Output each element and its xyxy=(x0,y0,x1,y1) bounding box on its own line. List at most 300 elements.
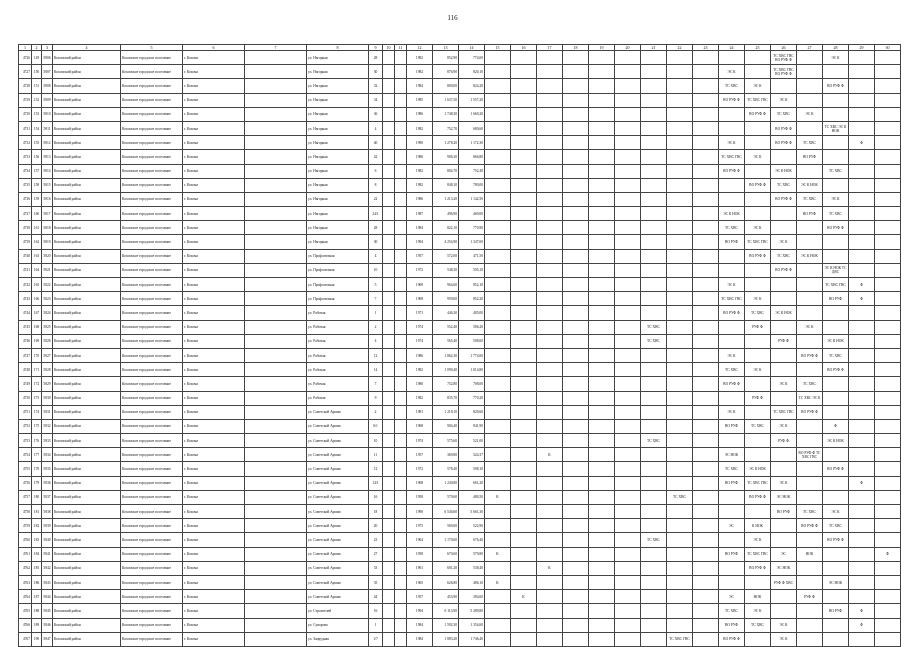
cell-s: 188 xyxy=(32,604,42,618)
utility-cell xyxy=(667,334,693,348)
utility-cell xyxy=(641,221,667,235)
utility-cell xyxy=(849,263,875,277)
utility-cell xyxy=(693,292,719,306)
utility-cell: ВО РУФ Ф xyxy=(719,164,745,178)
empty-cell xyxy=(383,320,395,334)
cell-h: 40 xyxy=(369,136,383,150)
empty-cell xyxy=(395,377,407,391)
cell-s: 190 xyxy=(32,632,42,646)
utility-cell: ТС ХВС ГВС xyxy=(719,150,745,164)
utility-cell xyxy=(771,590,797,604)
cell-b: 1 142,50 xyxy=(459,192,485,206)
utility-cell xyxy=(615,65,641,79)
utility-cell xyxy=(693,249,719,263)
utility-cell xyxy=(537,150,563,164)
utility-cell xyxy=(875,405,901,419)
utility-cell xyxy=(537,79,563,93)
cell-c: г. Кохома xyxy=(183,405,245,419)
table-row xyxy=(19,505,901,519)
utility-cell xyxy=(563,207,589,221)
utility-cell xyxy=(511,405,537,419)
utility-cell xyxy=(511,448,537,462)
cell-h: 4 xyxy=(369,121,383,135)
cell-a: 959,00 xyxy=(433,292,459,306)
utility-cell: ВО РУФ Ф xyxy=(719,93,745,107)
utility-cell xyxy=(641,192,667,206)
utility-cell: Ф xyxy=(849,292,875,306)
utility-cell: ЭС К НОК xyxy=(771,164,797,178)
cell-d: Кохомский район xyxy=(53,490,121,504)
cell-d: Кохомский район xyxy=(53,405,121,419)
empty-cell xyxy=(383,178,395,192)
cell-d: Кохомский район xyxy=(53,377,121,391)
empty-cell xyxy=(245,618,307,632)
utility-cell: РУФ Ф xyxy=(745,391,771,405)
cell-c: г. Кохома xyxy=(183,306,245,320)
utility-cell: ЭС К xyxy=(771,476,797,490)
utility-cell xyxy=(641,419,667,433)
cell-d: Кохомский район xyxy=(53,363,121,377)
utility-cell xyxy=(797,334,823,348)
cell-n: 4763 xyxy=(19,575,32,589)
cell-c: г. Кохома xyxy=(183,547,245,561)
cell-id: 5810 xyxy=(42,107,53,121)
utility-cell xyxy=(693,462,719,476)
utility-cell xyxy=(485,391,511,405)
utility-cell: ВО РУФ xyxy=(771,505,797,519)
utility-cell: НОК xyxy=(745,590,771,604)
utility-cell xyxy=(823,150,849,164)
empty-cell xyxy=(245,448,307,462)
header-cell: 22 xyxy=(667,45,693,51)
cell-y: 1968 xyxy=(407,476,433,490)
utility-cell xyxy=(849,448,875,462)
utility-cell xyxy=(589,618,615,632)
utility-cell: ТС ХВС xyxy=(823,348,849,362)
utility-cell xyxy=(615,448,641,462)
utility-cell xyxy=(797,79,823,93)
utility-cell xyxy=(797,604,823,618)
cell-a: 752,80 xyxy=(433,377,459,391)
utility-cell xyxy=(589,249,615,263)
utility-cell xyxy=(511,377,537,391)
cell-n: 4737 xyxy=(19,207,32,221)
cell-id: 5817 xyxy=(42,207,53,221)
cell-a: 876,90 xyxy=(433,65,459,79)
empty-cell xyxy=(383,65,395,79)
utility-cell xyxy=(849,519,875,533)
utility-cell xyxy=(823,547,849,561)
empty-cell xyxy=(383,505,395,519)
utility-cell xyxy=(875,306,901,320)
empty-cell xyxy=(245,136,307,150)
utility-cell xyxy=(641,462,667,476)
utility-cell xyxy=(563,618,589,632)
utility-cell xyxy=(563,632,589,646)
utility-cell xyxy=(875,121,901,135)
header-cell: 20 xyxy=(615,45,641,51)
utility-cell xyxy=(797,533,823,547)
utility-cell xyxy=(485,505,511,519)
utility-cell: ЭС К xyxy=(719,278,745,292)
utility-cell xyxy=(875,249,901,263)
utility-cell xyxy=(849,575,875,589)
utility-cell xyxy=(589,121,615,135)
utility-cell xyxy=(563,377,589,391)
utility-cell xyxy=(511,150,537,164)
utility-cell: ЭС К xyxy=(719,136,745,150)
cell-n: 4735 xyxy=(19,178,32,192)
table-row xyxy=(19,320,901,334)
cell-s: 155 xyxy=(32,136,42,150)
utility-cell xyxy=(563,476,589,490)
utility-cell xyxy=(641,51,667,65)
utility-cell xyxy=(693,363,719,377)
cell-a: 575,60 xyxy=(433,434,459,448)
cell-y: 1982 xyxy=(407,121,433,135)
utility-cell xyxy=(511,348,537,362)
empty-cell xyxy=(383,136,395,150)
cell-h: 18 xyxy=(369,505,383,519)
cell-id: 5807 xyxy=(42,65,53,79)
utility-cell: ВО РУФ Ф xyxy=(719,306,745,320)
utility-cell xyxy=(589,575,615,589)
utility-cell xyxy=(875,462,901,476)
cell-st: ул. Нагорная xyxy=(307,221,369,235)
utility-cell: ТС ХВС xyxy=(719,363,745,377)
cell-d: Кохомский район xyxy=(53,292,121,306)
utility-cell: ЭС К xyxy=(823,505,849,519)
cell-a: 752,70 xyxy=(433,121,459,135)
utility-cell xyxy=(563,79,589,93)
cell-b: 471,50 xyxy=(459,249,485,263)
utility-cell xyxy=(823,93,849,107)
empty-cell xyxy=(395,51,407,65)
header-cell: 5 xyxy=(121,45,183,51)
cell-st: ул. Нагорная xyxy=(307,65,369,79)
utility-cell xyxy=(563,363,589,377)
cell-a: 906,30 xyxy=(433,150,459,164)
cell-y: 1982 xyxy=(407,164,433,178)
utility-cell xyxy=(693,235,719,249)
utility-cell xyxy=(537,632,563,646)
cell-st: ул. Суворова xyxy=(307,618,369,632)
cell-s: 156 xyxy=(32,150,42,164)
cell-id: 5836 xyxy=(42,476,53,490)
cell-h: 10 xyxy=(369,263,383,277)
utility-cell xyxy=(511,235,537,249)
utility-cell xyxy=(771,448,797,462)
empty-cell xyxy=(245,320,307,334)
empty-cell xyxy=(383,263,395,277)
cell-b: 1 746,40 xyxy=(459,632,485,646)
cell-n: 4762 xyxy=(19,561,32,575)
utility-cell xyxy=(485,405,511,419)
cell-m: Кохомское городское поселение xyxy=(121,505,183,519)
utility-cell: ВО РУФ Ф xyxy=(771,192,797,206)
table-row xyxy=(19,363,901,377)
cell-h: 34 xyxy=(369,93,383,107)
empty-cell xyxy=(395,150,407,164)
cell-b: 5 289,80 xyxy=(459,604,485,618)
header-cell: 14 xyxy=(459,45,485,51)
utility-cell xyxy=(615,192,641,206)
cell-y: 1957 xyxy=(407,448,433,462)
utility-cell xyxy=(615,377,641,391)
utility-cell xyxy=(511,363,537,377)
cell-m: Кохомское городское поселение xyxy=(121,121,183,135)
cell-n: 4733 xyxy=(19,150,32,164)
cell-n: 4741 xyxy=(19,263,32,277)
utility-cell xyxy=(615,604,641,618)
utility-cell xyxy=(667,505,693,519)
utility-cell: ЭС К НОК xyxy=(797,249,823,263)
cell-id: 5846 xyxy=(42,618,53,632)
cell-h: 6/1 xyxy=(369,419,383,433)
cell-m: Кохомское городское поселение xyxy=(121,136,183,150)
empty-cell xyxy=(383,192,395,206)
utility-cell xyxy=(615,632,641,646)
utility-cell xyxy=(797,221,823,235)
cell-s: 180 xyxy=(32,490,42,504)
table-row xyxy=(19,164,901,178)
utility-cell xyxy=(485,121,511,135)
utility-cell: ТС ХВС xyxy=(771,249,797,263)
cell-s: 182 xyxy=(32,519,42,533)
empty-cell xyxy=(245,561,307,575)
utility-cell xyxy=(745,136,771,150)
cell-b: 770,90 xyxy=(459,221,485,235)
cell-c: г. Кохома xyxy=(183,263,245,277)
utility-cell xyxy=(589,604,615,618)
utility-cell xyxy=(693,377,719,391)
cell-b: 324,37 xyxy=(459,448,485,462)
empty-cell xyxy=(245,263,307,277)
utility-cell xyxy=(745,348,771,362)
cell-n: 4745 xyxy=(19,320,32,334)
cell-d: Кохомский район xyxy=(53,604,121,618)
empty-cell xyxy=(395,65,407,79)
utility-cell: ТС ХВС ЭС К НОК xyxy=(823,121,849,135)
utility-cell xyxy=(615,575,641,589)
cell-d: Кохомский район xyxy=(53,221,121,235)
utility-cell xyxy=(693,164,719,178)
cell-n: 4756 xyxy=(19,476,32,490)
utility-cell xyxy=(745,65,771,79)
cell-st: ул. Рабочая xyxy=(307,348,369,362)
utility-cell: ВО РУФ xyxy=(797,150,823,164)
utility-cell: ВО РУФ xyxy=(719,618,745,632)
cell-m: Кохомское городское поселение xyxy=(121,363,183,377)
cell-s: 166 xyxy=(32,292,42,306)
cell-h: 7 xyxy=(369,377,383,391)
utility-cell xyxy=(745,405,771,419)
cell-m: Кохомское городское поселение xyxy=(121,377,183,391)
cell-d: Кохомский район xyxy=(53,533,121,547)
utility-cell xyxy=(771,278,797,292)
utility-cell: ТС ХВС xyxy=(667,490,693,504)
utility-cell xyxy=(615,405,641,419)
utility-cell: Ф xyxy=(849,476,875,490)
cell-s: 170 xyxy=(32,348,42,362)
cell-id: 5813 xyxy=(42,150,53,164)
utility-cell xyxy=(797,462,823,476)
empty-cell xyxy=(383,363,395,377)
utility-cell xyxy=(823,65,849,79)
utility-cell xyxy=(693,121,719,135)
utility-cell xyxy=(641,79,667,93)
utility-cell xyxy=(511,107,537,121)
cell-h: 5 xyxy=(369,278,383,292)
utility-cell xyxy=(797,434,823,448)
utility-cell xyxy=(875,604,901,618)
cell-c: г. Кохома xyxy=(183,348,245,362)
utility-cell: ЭС К НОК xyxy=(771,306,797,320)
utility-cell xyxy=(563,590,589,604)
utility-cell xyxy=(563,448,589,462)
utility-cell xyxy=(875,377,901,391)
cell-c: г. Кохома xyxy=(183,93,245,107)
cell-y: 1982 xyxy=(407,178,433,192)
utility-cell xyxy=(875,292,901,306)
utility-cell xyxy=(667,363,693,377)
utility-cell xyxy=(667,462,693,476)
utility-cell xyxy=(849,377,875,391)
utility-cell xyxy=(771,207,797,221)
utility-cell xyxy=(667,263,693,277)
cell-c: г. Кохома xyxy=(183,533,245,547)
utility-cell xyxy=(615,107,641,121)
utility-cell xyxy=(537,121,563,135)
utility-cell: К xyxy=(537,448,563,462)
utility-cell xyxy=(641,476,667,490)
utility-cell: НОК xyxy=(797,547,823,561)
cell-id: 5839 xyxy=(42,519,53,533)
utility-cell xyxy=(615,79,641,93)
utility-cell: Ф xyxy=(849,604,875,618)
cell-c: г. Кохома xyxy=(183,235,245,249)
cell-d: Кохомский район xyxy=(53,590,121,604)
cell-st: ул. Нагорная xyxy=(307,235,369,249)
utility-cell xyxy=(511,192,537,206)
empty-cell xyxy=(245,221,307,235)
utility-cell xyxy=(849,306,875,320)
utility-cell xyxy=(797,306,823,320)
cell-h: 28 xyxy=(369,51,383,65)
utility-cell xyxy=(771,292,797,306)
cell-h: 16 xyxy=(369,490,383,504)
cell-y: 1974 xyxy=(407,320,433,334)
cell-st: ул. Рабочая xyxy=(307,377,369,391)
utility-cell: ЭС К xyxy=(745,533,771,547)
utility-cell: ТС ХВС xyxy=(797,505,823,519)
utility-cell xyxy=(667,405,693,419)
cell-id: 5815 xyxy=(42,178,53,192)
empty-cell xyxy=(245,377,307,391)
cell-d: Кохомский район xyxy=(53,561,121,575)
utility-cell xyxy=(667,377,693,391)
utility-cell: ТС ХВС xyxy=(771,178,797,192)
cell-m: Кохомское городское поселение xyxy=(121,391,183,405)
utility-cell: РУФ Ф xyxy=(771,434,797,448)
utility-cell xyxy=(615,561,641,575)
empty-cell xyxy=(245,334,307,348)
utility-cell xyxy=(563,490,589,504)
cell-c: г. Кохома xyxy=(183,561,245,575)
utility-cell: ЭС xyxy=(771,547,797,561)
cell-h: 2 xyxy=(369,320,383,334)
utility-cell xyxy=(563,235,589,249)
cell-c: г. Кохома xyxy=(183,292,245,306)
utility-cell xyxy=(823,306,849,320)
utility-cell xyxy=(693,505,719,519)
utility-cell xyxy=(537,164,563,178)
empty-cell xyxy=(383,221,395,235)
utility-cell xyxy=(589,632,615,646)
utility-cell xyxy=(537,192,563,206)
utility-cell: ВО РУФ Ф xyxy=(745,249,771,263)
cell-a: 569,00 xyxy=(433,519,459,533)
cell-st: ул. Советской Армии xyxy=(307,547,369,561)
cell-id: 5812 xyxy=(42,136,53,150)
utility-cell xyxy=(719,490,745,504)
cell-n: 4758 xyxy=(19,505,32,519)
cell-y: 1961 xyxy=(407,561,433,575)
cell-y: 1980 xyxy=(407,377,433,391)
utility-cell xyxy=(563,249,589,263)
empty-cell xyxy=(383,434,395,448)
cell-c: г. Кохома xyxy=(183,192,245,206)
utility-cell xyxy=(537,391,563,405)
utility-cell xyxy=(537,505,563,519)
cell-y: 1958 xyxy=(407,490,433,504)
utility-cell xyxy=(485,306,511,320)
utility-cell: ВО РУФ xyxy=(719,476,745,490)
utility-cell xyxy=(693,263,719,277)
utility-cell xyxy=(537,405,563,419)
cell-m: Кохомское городское поселение xyxy=(121,263,183,277)
utility-cell xyxy=(667,178,693,192)
utility-cell xyxy=(589,348,615,362)
cell-n: 4752 xyxy=(19,419,32,433)
cell-y: 1968 xyxy=(407,419,433,433)
header-cell: 29 xyxy=(849,45,875,51)
cell-id: 5843 xyxy=(42,575,53,589)
table-row xyxy=(19,249,901,263)
cell-st: ул. Советской Армии xyxy=(307,405,369,419)
utility-cell xyxy=(537,547,563,561)
cell-m: Кохомское городское поселение xyxy=(121,306,183,320)
utility-cell xyxy=(849,348,875,362)
utility-cell xyxy=(615,51,641,65)
cell-a: 848,10 xyxy=(433,178,459,192)
cell-d: Кохомский район xyxy=(53,207,121,221)
utility-cell: РУФ Ф ХВС xyxy=(771,575,797,589)
utility-cell xyxy=(693,590,719,604)
cell-h: 36 xyxy=(369,107,383,121)
utility-cell xyxy=(667,434,693,448)
utility-cell xyxy=(511,476,537,490)
utility-cell xyxy=(771,348,797,362)
utility-cell xyxy=(797,263,823,277)
utility-cell xyxy=(511,334,537,348)
utility-cell: ЭС К xyxy=(771,419,797,433)
utility-cell xyxy=(485,164,511,178)
utility-cell xyxy=(693,221,719,235)
utility-cell: ЭС К xyxy=(745,363,771,377)
utility-cell: ТС ХВС ГВС xyxy=(745,547,771,561)
utility-cell xyxy=(797,292,823,306)
